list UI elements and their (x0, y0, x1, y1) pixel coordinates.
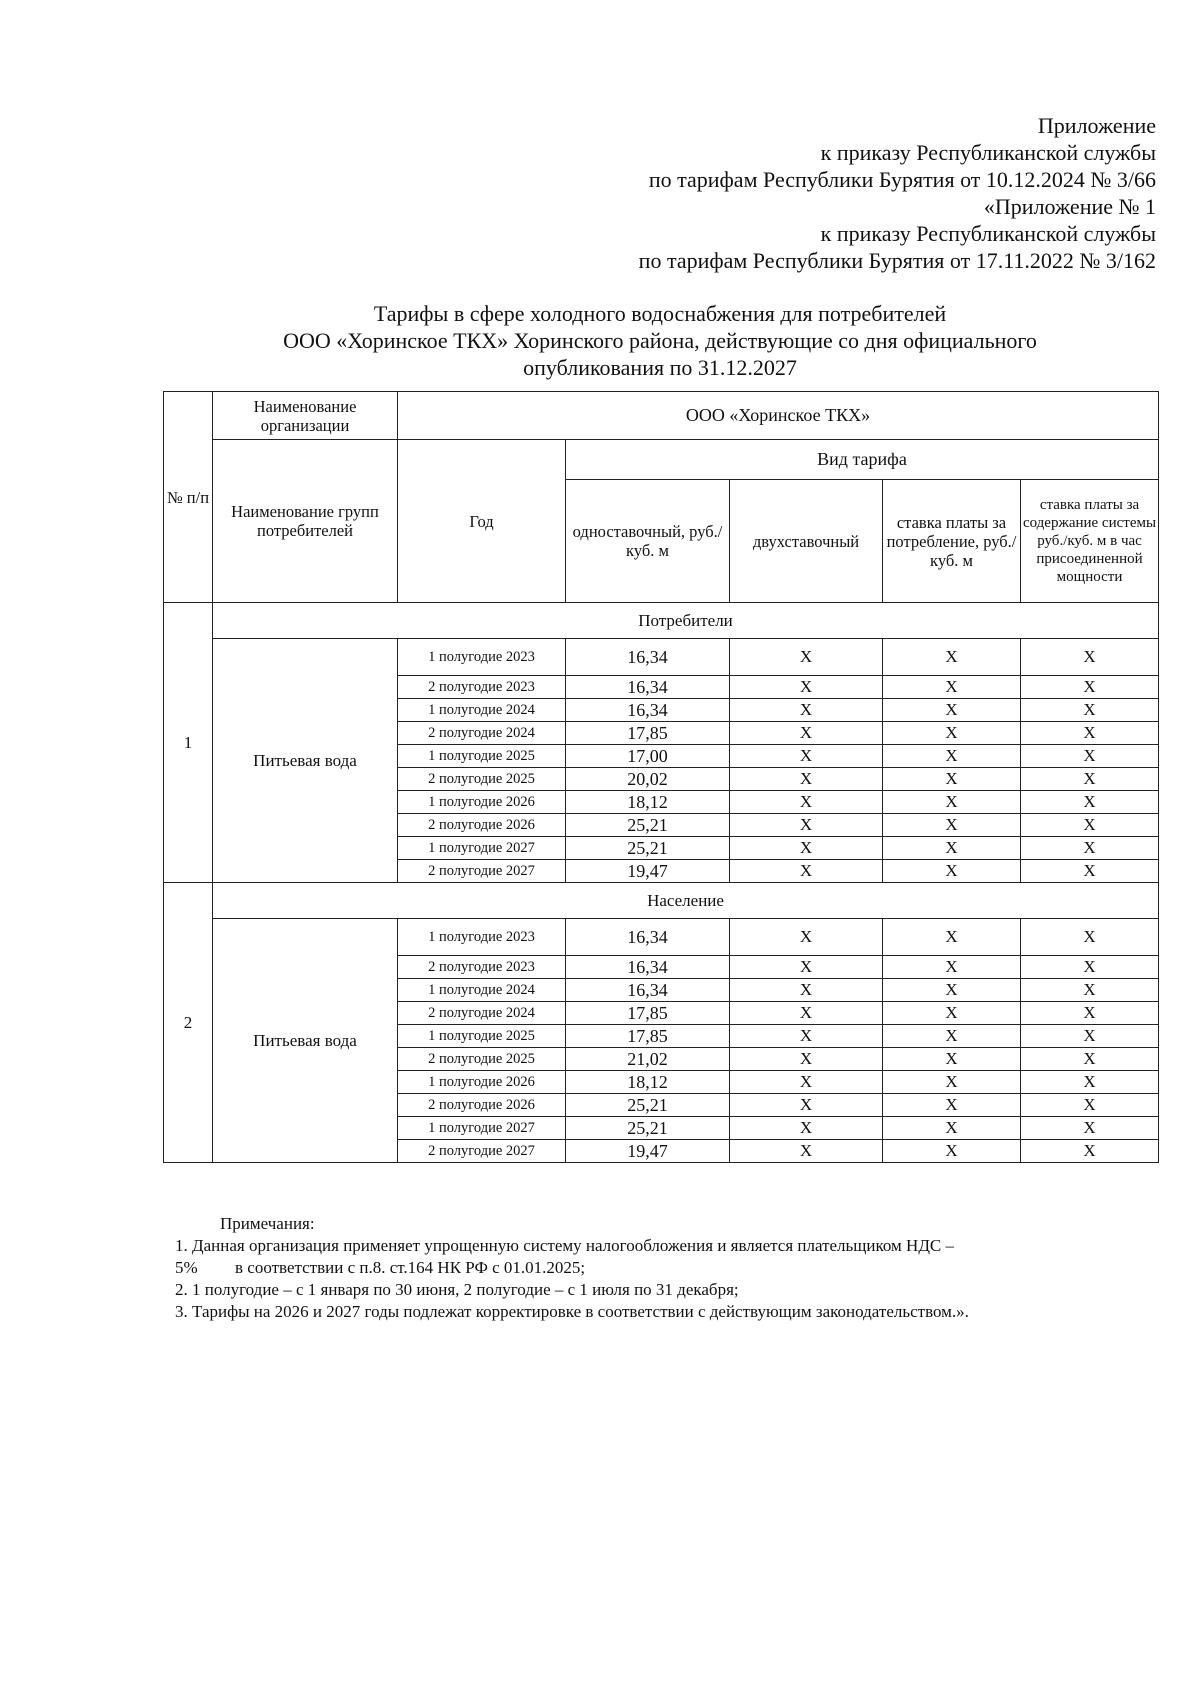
period-cell: 2 полугодие 2026 (398, 814, 566, 837)
title-line: ООО «Хоринское ТКХ» Хоринского района, действующие со дня официального (283, 328, 1037, 353)
single-rate-cell: 20,02 (566, 768, 730, 791)
column-header-single-rate: одноставочный, руб./ куб. м (566, 480, 730, 603)
maintenance-rate-cell: X (1021, 676, 1159, 699)
period-cell: 2 полугодие 2027 (398, 1140, 566, 1163)
maintenance-rate-cell: X (1021, 1117, 1159, 1140)
maintenance-rate-cell: X (1021, 1025, 1159, 1048)
single-rate-cell: 25,21 (566, 837, 730, 860)
row-number: 2 (164, 883, 213, 1163)
maintenance-rate-cell: X (1021, 860, 1159, 883)
tariff-table (163, 391, 1159, 1163)
single-rate-cell: 16,34 (566, 956, 730, 979)
column-header-organization: Наименование организации (213, 392, 398, 440)
consumption-rate-cell: X (883, 745, 1021, 768)
maintenance-rate-cell: X (1021, 1048, 1159, 1071)
maintenance-rate-cell: X (1021, 979, 1159, 1002)
double-rate-cell: X (730, 1094, 883, 1117)
consumption-rate-cell: X (883, 1117, 1021, 1140)
column-header-consumption-rate: ставка платы за потребление, руб./ куб. м (883, 480, 1021, 603)
double-rate-cell: X (730, 768, 883, 791)
period-cell: 1 полугодие 2024 (398, 979, 566, 1002)
single-rate-cell: 17,85 (566, 722, 730, 745)
consumption-rate-cell: X (883, 1048, 1021, 1071)
notes-section (175, 1213, 1155, 1323)
header-line: по тарифам Республики Бурятия от 17.11.2022 № 3/162 (638, 248, 1156, 273)
maintenance-rate-cell: X (1021, 745, 1159, 768)
period-cell: 2 полугодие 2025 (398, 768, 566, 791)
double-rate-cell: X (730, 837, 883, 860)
double-rate-cell: X (730, 1117, 883, 1140)
maintenance-rate-cell: X (1021, 1140, 1159, 1163)
single-rate-cell: 18,12 (566, 791, 730, 814)
single-rate-cell: 16,34 (566, 919, 730, 956)
period-cell: 1 полугодие 2027 (398, 1117, 566, 1140)
period-cell: 2 полугодие 2023 (398, 676, 566, 699)
section-label-row (164, 603, 1159, 639)
single-rate-cell: 17,85 (566, 1025, 730, 1048)
consumption-rate-cell: X (883, 768, 1021, 791)
single-rate-cell: 21,02 (566, 1048, 730, 1071)
double-rate-cell: X (730, 979, 883, 1002)
header-line: Приложение (1037, 113, 1156, 138)
single-rate-cell: 18,12 (566, 1071, 730, 1094)
consumption-rate-cell: X (883, 1094, 1021, 1117)
maintenance-rate-cell: X (1021, 768, 1159, 791)
note-1-continuation (175, 1257, 1155, 1279)
header-line: по тарифам Республики Бурятия от 10.12.2024 № 3/66 (648, 167, 1156, 192)
consumption-rate-cell: X (883, 639, 1021, 676)
note-1: 1. Данная организация применяет упрощенную систему налогообложения и является плательщиком НДС – (175, 1236, 955, 1255)
column-header-double-rate: двухставочный (730, 480, 883, 603)
period-cell: 1 полугодие 2024 (398, 699, 566, 722)
period-cell: 2 полугодие 2023 (398, 956, 566, 979)
title-line: опубликования по 31.12.2027 (523, 355, 797, 380)
double-rate-cell: X (730, 699, 883, 722)
consumption-rate-cell: X (883, 699, 1021, 722)
period-cell: 1 полугодие 2027 (398, 837, 566, 860)
consumption-rate-cell: X (883, 791, 1021, 814)
single-rate-cell: 17,00 (566, 745, 730, 768)
header-line: «Приложение № 1 (983, 194, 1156, 219)
table-row (164, 639, 1159, 676)
double-rate-cell: X (730, 919, 883, 956)
single-rate-cell: 16,34 (566, 979, 730, 1002)
maintenance-rate-cell: X (1021, 814, 1159, 837)
appendix-header (396, 112, 1156, 274)
double-rate-cell: X (730, 791, 883, 814)
table-row (164, 919, 1159, 956)
period-cell: 1 полугодие 2025 (398, 1025, 566, 1048)
title-line: Тарифы в сфере холодного водоснабжения для потребителей (373, 301, 947, 326)
maintenance-rate-cell: X (1021, 1071, 1159, 1094)
note-1-prefix: 5% (175, 1258, 198, 1277)
double-rate-cell: X (730, 1025, 883, 1048)
header-line: к приказу Республиканской службы (820, 140, 1156, 165)
consumption-rate-cell: X (883, 1002, 1021, 1025)
period-cell: 2 полугодие 2027 (398, 860, 566, 883)
column-header-consumer-groups: Наименование групп потребителей (213, 440, 398, 603)
single-rate-cell: 25,21 (566, 814, 730, 837)
consumption-rate-cell: X (883, 1025, 1021, 1048)
column-header-number: № п/п (164, 392, 213, 603)
consumption-rate-cell: X (883, 1140, 1021, 1163)
double-rate-cell: X (730, 860, 883, 883)
double-rate-cell: X (730, 676, 883, 699)
single-rate-cell: 25,21 (566, 1117, 730, 1140)
period-cell: 2 полугодие 2024 (398, 1002, 566, 1025)
organization-name: ООО «Хоринское ТКХ» (398, 392, 1159, 440)
maintenance-rate-cell: X (1021, 1094, 1159, 1117)
maintenance-rate-cell: X (1021, 699, 1159, 722)
consumption-rate-cell: X (883, 814, 1021, 837)
consumption-rate-cell: X (883, 676, 1021, 699)
maintenance-rate-cell: X (1021, 791, 1159, 814)
column-header-tariff-type: Вид тарифа (566, 440, 1159, 480)
notes-heading: Примечания: (220, 1214, 315, 1233)
double-rate-cell: X (730, 639, 883, 676)
consumption-rate-cell: X (883, 860, 1021, 883)
consumption-rate-cell: X (883, 837, 1021, 860)
single-rate-cell: 19,47 (566, 1140, 730, 1163)
double-rate-cell: X (730, 722, 883, 745)
period-cell: 1 полугодие 2026 (398, 1071, 566, 1094)
double-rate-cell: X (730, 1002, 883, 1025)
note-2: 2. 1 полугодие – с 1 января по 30 июня, 2 полугодие – с 1 июля по 31 декабря; (175, 1280, 739, 1299)
period-cell: 1 полугодие 2023 (398, 919, 566, 956)
section-label: Потребители (213, 603, 1159, 639)
section-label: Население (213, 883, 1159, 919)
document-title (160, 300, 1160, 381)
section-label-row (164, 883, 1159, 919)
consumption-rate-cell: X (883, 979, 1021, 1002)
maintenance-rate-cell: X (1021, 722, 1159, 745)
consumer-group: Питьевая вода (213, 919, 398, 1163)
single-rate-cell: 25,21 (566, 1094, 730, 1117)
column-header-year: Год (398, 440, 566, 603)
double-rate-cell: X (730, 1071, 883, 1094)
period-cell: 1 полугодие 2025 (398, 745, 566, 768)
single-rate-cell: 19,47 (566, 860, 730, 883)
note-3: 3. Тарифы на 2026 и 2027 годы подлежат корректировке в соответствии с действующим законодательством.». (175, 1302, 969, 1321)
maintenance-rate-cell: X (1021, 919, 1159, 956)
row-number: 1 (164, 603, 213, 883)
single-rate-cell: 16,34 (566, 639, 730, 676)
consumption-rate-cell: X (883, 722, 1021, 745)
consumption-rate-cell: X (883, 1071, 1021, 1094)
consumer-group: Питьевая вода (213, 639, 398, 883)
period-cell: 2 полугодие 2026 (398, 1094, 566, 1117)
single-rate-cell: 17,85 (566, 1002, 730, 1025)
period-cell: 2 полугодие 2025 (398, 1048, 566, 1071)
double-rate-cell: X (730, 1140, 883, 1163)
double-rate-cell: X (730, 1048, 883, 1071)
note-1-text: в соответствии с п.8. ст.164 НК РФ с 01.01.2025; (235, 1258, 586, 1277)
single-rate-cell: 16,34 (566, 699, 730, 722)
double-rate-cell: X (730, 814, 883, 837)
maintenance-rate-cell: X (1021, 639, 1159, 676)
period-cell: 1 полугодие 2023 (398, 639, 566, 676)
column-header-maintenance-rate: ставка платы за содержание системы руб./куб. м в час присоединенной мощности (1021, 480, 1159, 603)
maintenance-rate-cell: X (1021, 837, 1159, 860)
double-rate-cell: X (730, 956, 883, 979)
period-cell: 2 полугодие 2024 (398, 722, 566, 745)
double-rate-cell: X (730, 745, 883, 768)
consumption-rate-cell: X (883, 919, 1021, 956)
consumption-rate-cell: X (883, 956, 1021, 979)
header-line: к приказу Республиканской службы (820, 221, 1156, 246)
maintenance-rate-cell: X (1021, 956, 1159, 979)
single-rate-cell: 16,34 (566, 676, 730, 699)
maintenance-rate-cell: X (1021, 1002, 1159, 1025)
period-cell: 1 полугодие 2026 (398, 791, 566, 814)
